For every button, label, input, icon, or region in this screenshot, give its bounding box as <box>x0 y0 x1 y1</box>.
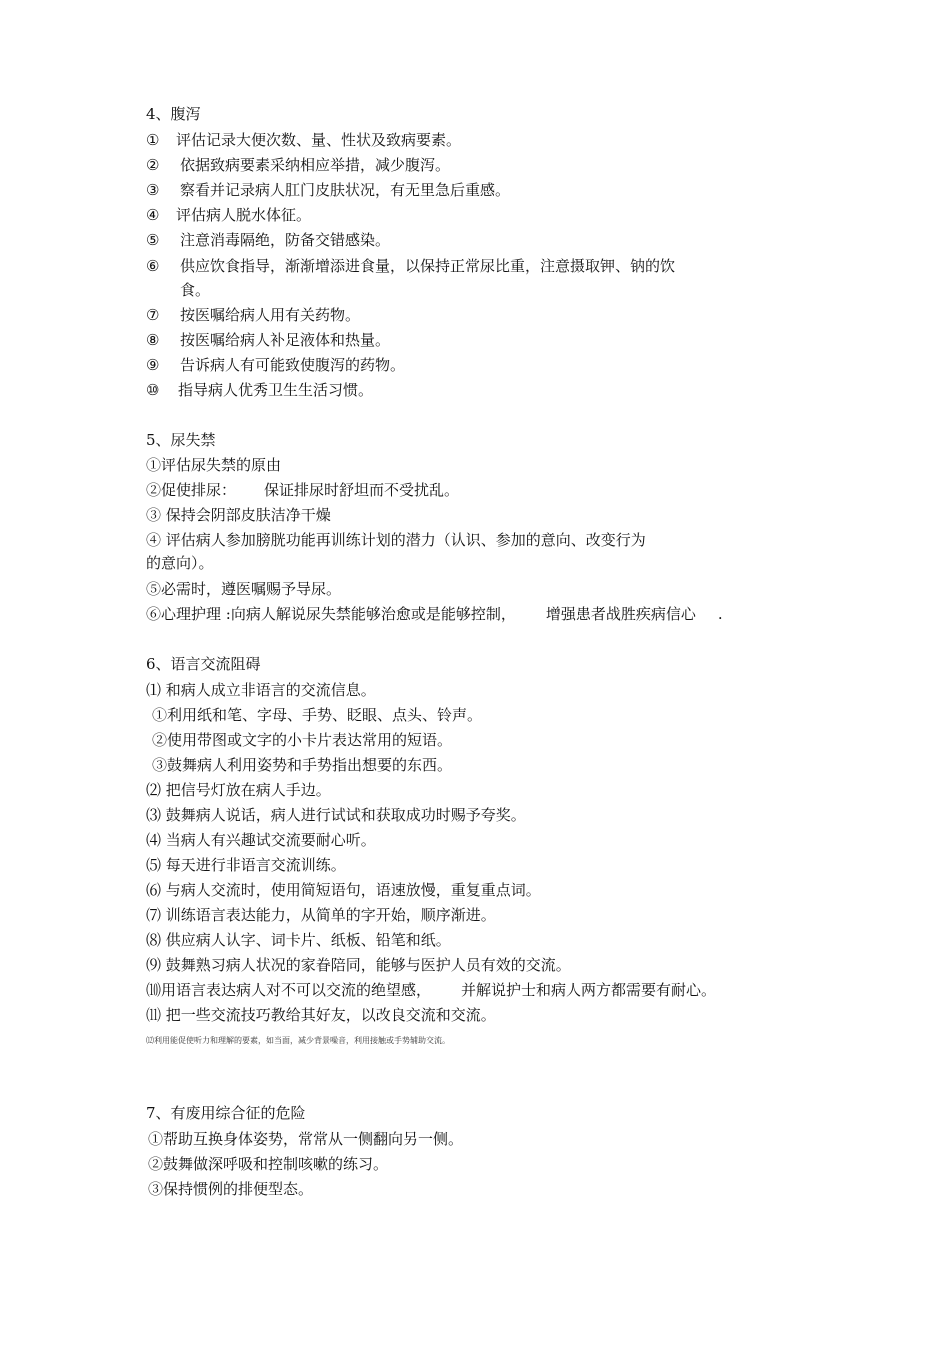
item-text: ⑽用语言表达病人对不可以交流的绝望感， <box>146 981 432 999</box>
incontinence-item-4: ④ 评估病人参加膀胱功能再训练计划的潜力（认识、参加的意向、改变行为 <box>146 531 646 549</box>
incontinence-item-5: ⑤必需时，遵医嘱赐予导尿。 <box>146 580 342 598</box>
communication-item-7: ⑺ 训练语言表达能力，从简单的字开始，顺序渐进。 <box>146 906 496 924</box>
communication-item-6: ⑹ 与病人交流时，使用简短语句，语速放慢，重复重点词。 <box>146 881 541 899</box>
communication-item-1: ⑴ 和病人成立非语言的交流信息。 <box>146 681 376 699</box>
item-text: 依据致病要素采纳相应举措，减少腹泻。 <box>180 156 451 174</box>
disuse-item-3: ③保持惯例的排便型态。 <box>148 1180 314 1198</box>
disuse-item-2: ②鼓舞做深呼吸和控制咳嗽的练习。 <box>148 1155 389 1173</box>
communication-item-9: ⑼ 鼓舞熟习病人状况的家眷陪同，能够与医护人员有效的交流。 <box>146 956 571 974</box>
item-number: ⑨ <box>146 356 160 374</box>
incontinence-item-2 <box>146 480 459 500</box>
diarrhea-item-5 <box>146 230 390 250</box>
diarrhea-item-7 <box>146 305 360 325</box>
communication-item-12-small: ⑿利用能促使听力和理解的要素，如当面，减少背景噪音，利用接触或手势辅助交流。 <box>146 1036 450 1045</box>
item-text-tail: 并解说护士和病人两方都需要有耐心。 <box>461 981 717 999</box>
item-number: ⑤ <box>146 231 160 249</box>
item-text: 察看并记录病人肛门皮肤状况，有无里急后重感。 <box>180 181 511 199</box>
diarrhea-item-9 <box>146 355 405 375</box>
section-4-heading: 4、腹泻 <box>146 105 201 123</box>
section-6-heading: 6、语言交流阻碍 <box>146 655 261 673</box>
communication-item-2: ⑵ 把信号灯放在病人手边。 <box>146 781 331 799</box>
communication-item-10 <box>146 980 716 1000</box>
item-text: 评估病人脱水体征。 <box>176 206 312 224</box>
communication-subitem-2: ②使用带图或文字的小卡片表达常用的短语。 <box>152 731 453 749</box>
communication-item-5: ⑸ 每天进行非语言交流训练。 <box>146 856 346 874</box>
item-number: ② <box>146 156 160 174</box>
item-text: ⑥心理护理 :向病人解说尿失禁能够治愈或是能够控制， <box>146 605 516 623</box>
item-text: 注意消毒隔绝，防备交错感染。 <box>180 231 391 249</box>
item-number: ④ <box>146 206 160 224</box>
communication-subitem-3: ③鼓舞病人利用姿势和手势指出想要的东西。 <box>152 756 453 774</box>
diarrhea-item-6 <box>146 256 675 276</box>
item-number: ⑩ <box>146 381 160 399</box>
communication-subitem-1: ①利用纸和笔、字母、手势、眨眼、点头、铃声。 <box>152 706 483 724</box>
item-text: 评估记录大便次数、量、性状及致病要素。 <box>176 131 462 149</box>
item-text: 告诉病人有可能致使腹泻的药物。 <box>180 356 406 374</box>
item-number: ⑦ <box>146 306 160 324</box>
communication-item-8: ⑻ 供应病人认字、词卡片、纸板、铅笔和纸。 <box>146 931 451 949</box>
communication-item-3: ⑶ 鼓舞病人说话，病人进行试试和获取成功时赐予夸奖。 <box>146 806 526 824</box>
section-5-heading: 5、尿失禁 <box>146 431 216 449</box>
disuse-item-1: ①帮助互换身体姿势，常常从一侧翻向另一侧。 <box>148 1130 464 1148</box>
diarrhea-item-4 <box>146 205 311 225</box>
diarrhea-item-3 <box>146 180 510 200</box>
diarrhea-item-1 <box>146 130 461 150</box>
diarrhea-item-6-continued: 食。 <box>180 281 211 299</box>
item-text: 指导病人优秀卫生生活习惯。 <box>178 381 374 399</box>
item-number: ③ <box>146 181 160 199</box>
item-number: ① <box>146 131 160 149</box>
incontinence-item-3: ③ 保持会阴部皮肤洁净干燥 <box>146 506 331 524</box>
item-number: ⑧ <box>146 331 160 349</box>
item-text-tail: 增强患者战胜疾病信心 <box>545 605 696 623</box>
item-label: ②促使排尿： <box>146 481 237 499</box>
item-text: 供应饮食指导，渐渐增添进食量，以保持正常尿比重，注意摄取钾、钠的饮 <box>180 257 676 275</box>
section-7-heading: 7、有废用综合征的危险 <box>146 1104 306 1122</box>
item-number: ⑥ <box>146 257 160 275</box>
item-text: 按医嘱给病人用有关药物。 <box>180 306 361 324</box>
incontinence-item-6 <box>146 604 723 624</box>
item-period: . <box>717 605 723 623</box>
incontinence-item-1: ①评估尿失禁的原由 <box>146 456 282 474</box>
incontinence-item-4-continued: 的意向）。 <box>146 554 214 572</box>
communication-item-4: ⑷ 当病人有兴趣试交流要耐心听。 <box>146 831 376 849</box>
communication-item-11: ⑾ 把一些交流技巧教给其好友，以改良交流和交流。 <box>146 1006 496 1024</box>
item-text: 按医嘱给病人补足液体和热量。 <box>180 331 391 349</box>
diarrhea-item-2 <box>146 155 450 175</box>
diarrhea-item-8 <box>146 330 390 350</box>
diarrhea-item-10 <box>146 380 373 400</box>
item-text: 保证排尿时舒坦而不受扰乱。 <box>264 481 460 499</box>
